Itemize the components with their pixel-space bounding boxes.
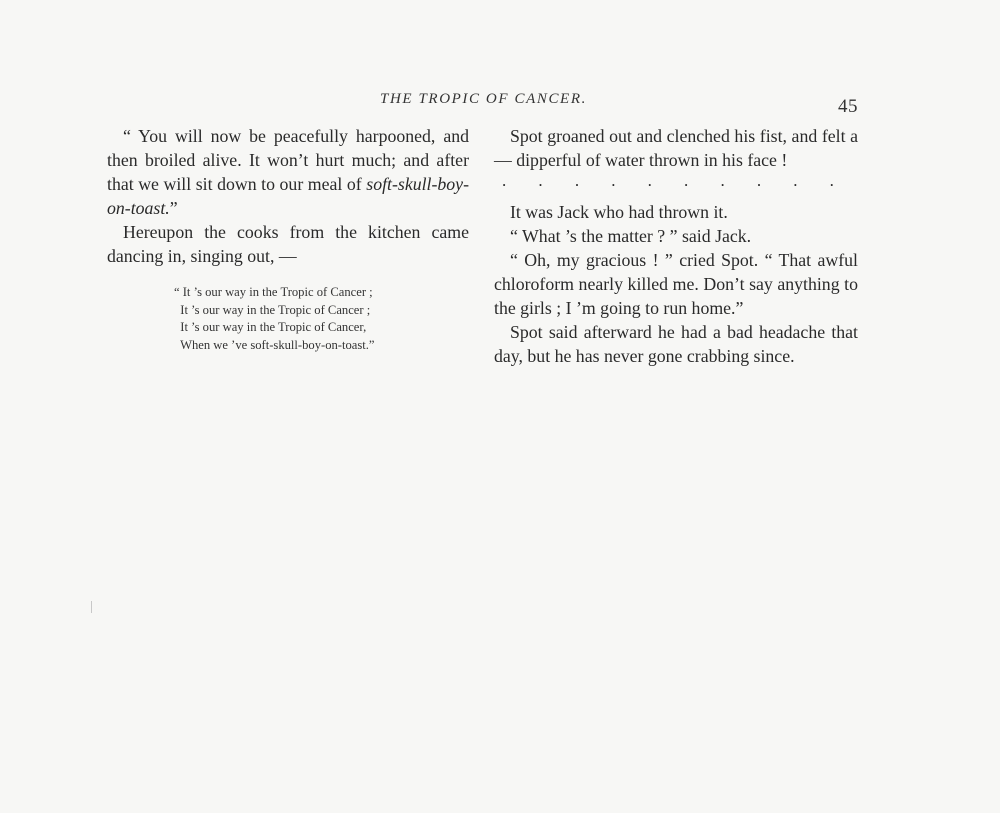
ellipsis-dot: . — [684, 171, 689, 190]
ellipsis-dot: . — [829, 171, 834, 190]
running-head: THE TROPIC OF CANCER. — [380, 91, 587, 107]
ellipsis-dot: . — [720, 171, 725, 190]
left-paragraph-1-close-quote: ” — [169, 198, 178, 218]
scan-mark — [91, 601, 92, 613]
page-number: 45 — [838, 96, 858, 117]
ellipsis-dot: . — [502, 171, 507, 190]
right-paragraph-1: Spot groaned out and clenched his fist, and felt a — dipperful of water thrown in his face ! — [494, 126, 858, 170]
left-paragraph-1 — [107, 124, 469, 220]
ellipsis-dot: . — [574, 171, 580, 190]
left-paragraph-1-italic: soft-skull-boy-on-toast. — [107, 174, 469, 218]
left-paragraph-1-text: “ You will now be peacefully harpooned, and then broiled alive. It won’t hurt much; and after that we will sit down to our meal of — [107, 126, 469, 194]
verse-line: “ It ’s our way in the Tropic of Cancer ; — [174, 285, 373, 299]
ellipsis-dot: . — [647, 171, 652, 190]
right-paragraph-3: “ What ’s the matter ? ” said Jack. — [510, 226, 752, 246]
right-paragraph-5: Spot said afterward he had a bad headache that day, but he has never gone crabbing since. — [494, 322, 858, 366]
right-paragraph-4: “ Oh, my gracious ! ” cried Spot. “ That awful chloroform nearly killed me. Don’t say anything to the girls ; I ’m going to run home.” — [494, 250, 858, 318]
left-paragraph-2: Hereupon the cooks from the kitchen came dancing in, singing out, — — [107, 222, 469, 266]
verse-line: When we ’ve soft-skull-boy-on-toast.” — [174, 337, 375, 352]
ellipsis-dot: . — [756, 171, 762, 190]
verse-line: It ’s our way in the Tropic of Cancer ; — [174, 302, 371, 317]
ellipsis-dot: . — [611, 171, 616, 190]
ellipsis-dot: . — [538, 171, 543, 190]
right-column — [494, 124, 858, 368]
ellipsis-row — [502, 172, 834, 189]
right-paragraph-2: It was Jack who had thrown it. — [510, 202, 728, 222]
ellipsis-dot: . — [793, 171, 798, 190]
verse-line: It ’s our way in the Tropic of Cancer, — [174, 320, 367, 334]
left-column — [107, 124, 469, 354]
song-verse — [174, 284, 469, 354]
